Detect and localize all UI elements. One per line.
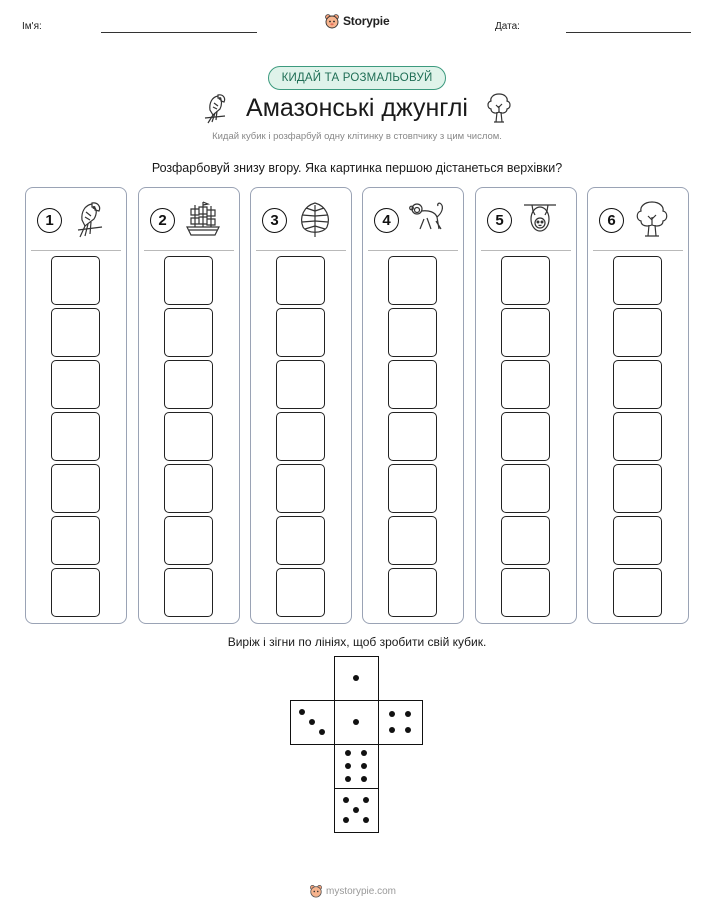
die-pip	[343, 797, 349, 803]
color-cell[interactable]	[388, 256, 437, 305]
color-cell[interactable]	[51, 256, 100, 305]
color-cell[interactable]	[388, 464, 437, 513]
column-divider	[368, 250, 458, 251]
color-cell[interactable]	[51, 360, 100, 409]
column-header	[588, 188, 688, 251]
color-cell[interactable]	[613, 412, 662, 461]
date-label: Дата:	[495, 21, 520, 32]
column-header	[251, 188, 351, 251]
color-cell[interactable]	[164, 568, 213, 617]
color-cell[interactable]	[388, 516, 437, 565]
die-pip	[405, 711, 411, 717]
die-pip	[345, 763, 351, 769]
storypie-mascot-icon	[324, 13, 340, 29]
die-face-5	[334, 788, 379, 833]
die-pip	[363, 797, 369, 803]
die-pip	[345, 750, 351, 756]
die-column-1	[25, 187, 127, 624]
tree-icon	[632, 199, 672, 244]
color-cell[interactable]	[276, 568, 325, 617]
die-pip	[343, 817, 349, 823]
die-pip	[361, 776, 367, 782]
die-pip	[319, 729, 325, 735]
color-cell[interactable]	[613, 568, 662, 617]
footer-url: mystorypie.com	[326, 885, 397, 897]
column-header	[139, 188, 239, 251]
color-cell[interactable]	[501, 516, 550, 565]
color-cell[interactable]	[276, 464, 325, 513]
color-cell[interactable]	[501, 568, 550, 617]
die-pip	[361, 763, 367, 769]
column-divider	[256, 250, 346, 251]
color-cell[interactable]	[51, 568, 100, 617]
column-number: 4	[374, 208, 399, 233]
column-header	[363, 188, 463, 251]
column-divider	[144, 250, 234, 251]
color-cell[interactable]	[276, 256, 325, 305]
color-cell[interactable]	[51, 412, 100, 461]
column-divider	[31, 250, 121, 251]
die-column-4	[362, 187, 464, 624]
color-cell[interactable]	[501, 464, 550, 513]
footer	[309, 884, 396, 898]
column-number: 6	[599, 208, 624, 233]
column-number: 3	[262, 208, 287, 233]
color-cell[interactable]	[613, 308, 662, 357]
die-pip	[405, 727, 411, 733]
die-column-2	[138, 187, 240, 624]
color-cell[interactable]	[164, 464, 213, 513]
color-cell[interactable]	[164, 308, 213, 357]
color-cell[interactable]	[388, 412, 437, 461]
color-cell[interactable]	[613, 360, 662, 409]
die-pip	[345, 776, 351, 782]
die-column-5	[475, 187, 577, 624]
die-pip	[363, 817, 369, 823]
column-number: 1	[37, 208, 62, 233]
ship-icon	[183, 199, 223, 244]
color-cell[interactable]	[164, 516, 213, 565]
die-pip	[299, 709, 305, 715]
color-cell[interactable]	[501, 412, 550, 461]
die-pip	[361, 750, 367, 756]
die-pip	[389, 711, 395, 717]
die-face-4	[378, 700, 423, 745]
tree-icon	[484, 91, 514, 125]
die-pip	[309, 719, 315, 725]
color-cell[interactable]	[613, 516, 662, 565]
color-cell[interactable]	[613, 256, 662, 305]
name-label: Ім'я:	[22, 21, 42, 32]
name-line	[101, 32, 257, 33]
leaf-icon	[295, 199, 335, 244]
color-cell[interactable]	[388, 568, 437, 617]
subtitle: Кидай кубик і розфарбуй одну клітинку в стовпчику з цим числом.	[212, 131, 502, 142]
color-cell[interactable]	[276, 360, 325, 409]
color-cell[interactable]	[164, 256, 213, 305]
die-face-6	[334, 744, 379, 789]
color-cell[interactable]	[51, 308, 100, 357]
die-column-6	[587, 187, 689, 624]
sloth-icon	[520, 199, 560, 244]
color-cell[interactable]	[501, 360, 550, 409]
die-face-1	[334, 700, 379, 745]
die-pip	[353, 719, 359, 725]
color-cell[interactable]	[276, 412, 325, 461]
color-cell[interactable]	[164, 412, 213, 461]
brand-name: Storypie	[343, 14, 390, 28]
color-cell[interactable]	[276, 308, 325, 357]
page-title: Амазонські джунглі	[246, 94, 468, 122]
column-header	[26, 188, 126, 251]
column-divider	[481, 250, 571, 251]
color-cell[interactable]	[164, 360, 213, 409]
instruction-text: Розфарбовуй знизу вгору. Яка картинка першою дістанеться верхівки?	[151, 161, 563, 175]
die-pip	[353, 675, 359, 681]
color-cell[interactable]	[51, 516, 100, 565]
die-column-3	[250, 187, 352, 624]
column-number: 5	[487, 208, 512, 233]
color-cell[interactable]	[388, 360, 437, 409]
column-number: 2	[150, 208, 175, 233]
color-cell[interactable]	[388, 308, 437, 357]
monkey-icon	[407, 199, 447, 244]
color-cell[interactable]	[501, 256, 550, 305]
storypie-mascot-icon	[309, 884, 323, 898]
date-line	[566, 32, 691, 33]
die-pip	[353, 807, 359, 813]
activity-badge: КИДАЙ ТА РОЗМАЛЬОВУЙ	[268, 66, 446, 90]
color-cell[interactable]	[613, 464, 662, 513]
die-face-1	[334, 656, 379, 701]
color-cell[interactable]	[501, 308, 550, 357]
color-cell[interactable]	[51, 464, 100, 513]
cut-instruction: Виріж і зігни по лініях, щоб зробити свій кубик.	[227, 635, 487, 649]
die-face-3	[290, 700, 335, 745]
brand-logo	[324, 13, 389, 29]
parrot-icon	[70, 199, 110, 244]
column-header	[476, 188, 576, 251]
column-divider	[593, 250, 683, 251]
die-pip	[389, 727, 395, 733]
color-cell[interactable]	[276, 516, 325, 565]
